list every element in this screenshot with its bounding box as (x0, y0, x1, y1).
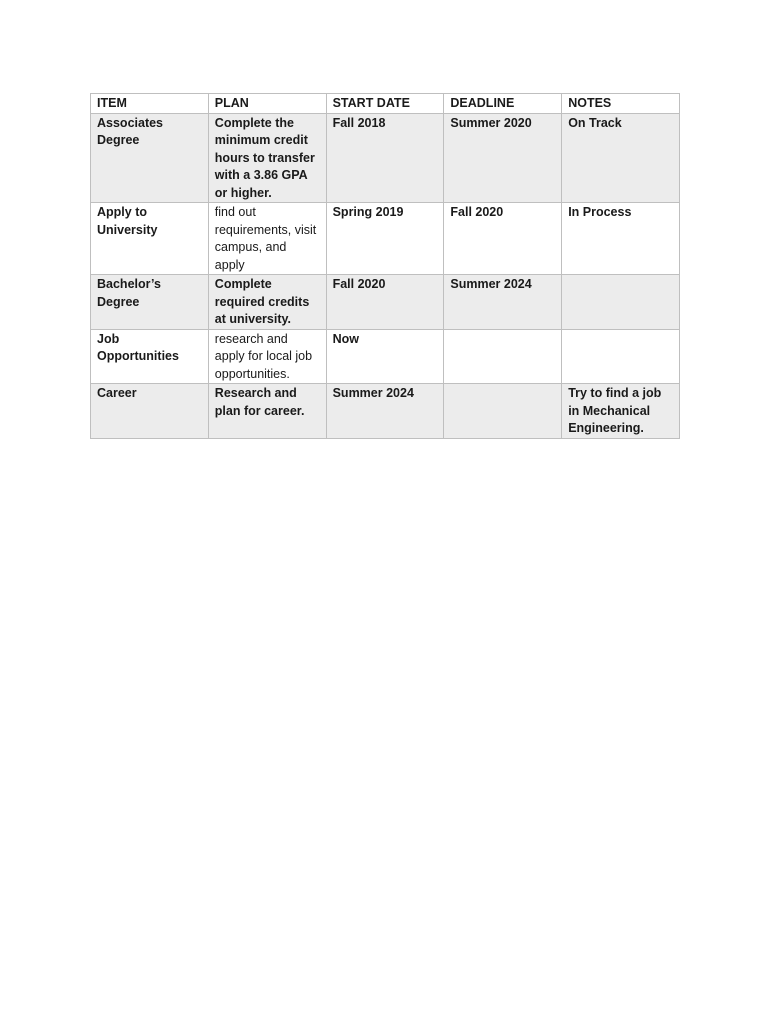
table-header-row (91, 94, 680, 114)
cell-plan: Research and plan for career. (208, 384, 326, 439)
cell-start-date: Now (326, 329, 444, 384)
cell-notes: In Process (562, 203, 680, 275)
cell-start-date: Fall 2020 (326, 275, 444, 330)
cell-item: Associates Degree (91, 113, 209, 203)
header-start-date: START DATE (326, 94, 444, 114)
cell-notes (562, 329, 680, 384)
plan-table (90, 93, 680, 439)
cell-deadline (444, 329, 562, 384)
table-row (91, 329, 680, 384)
cell-item: Career (91, 384, 209, 439)
cell-plan: Complete required credits at university. (208, 275, 326, 330)
header-deadline: DEADLINE (444, 94, 562, 114)
cell-deadline: Summer 2024 (444, 275, 562, 330)
cell-start-date: Fall 2018 (326, 113, 444, 203)
cell-deadline (444, 384, 562, 439)
cell-item: Bachelor’s Degree (91, 275, 209, 330)
cell-deadline: Summer 2020 (444, 113, 562, 203)
cell-item: Job Opportunities (91, 329, 209, 384)
table-row (91, 275, 680, 330)
header-item: ITEM (91, 94, 209, 114)
cell-notes (562, 275, 680, 330)
header-notes: NOTES (562, 94, 680, 114)
header-plan: PLAN (208, 94, 326, 114)
cell-start-date: Summer 2024 (326, 384, 444, 439)
cell-plan: research and apply for local job opportunities. (208, 329, 326, 384)
cell-notes: On Track (562, 113, 680, 203)
cell-item: Apply to University (91, 203, 209, 275)
cell-plan: Complete the minimum credit hours to transfer with a 3.86 GPA or higher. (208, 113, 326, 203)
table-row (91, 384, 680, 439)
table-row (91, 113, 680, 203)
table-row (91, 203, 680, 275)
cell-notes: Try to find a job in Mechanical Engineering. (562, 384, 680, 439)
cell-start-date: Spring 2019 (326, 203, 444, 275)
cell-plan: find out requirements, visit campus, and apply (208, 203, 326, 275)
cell-deadline: Fall 2020 (444, 203, 562, 275)
